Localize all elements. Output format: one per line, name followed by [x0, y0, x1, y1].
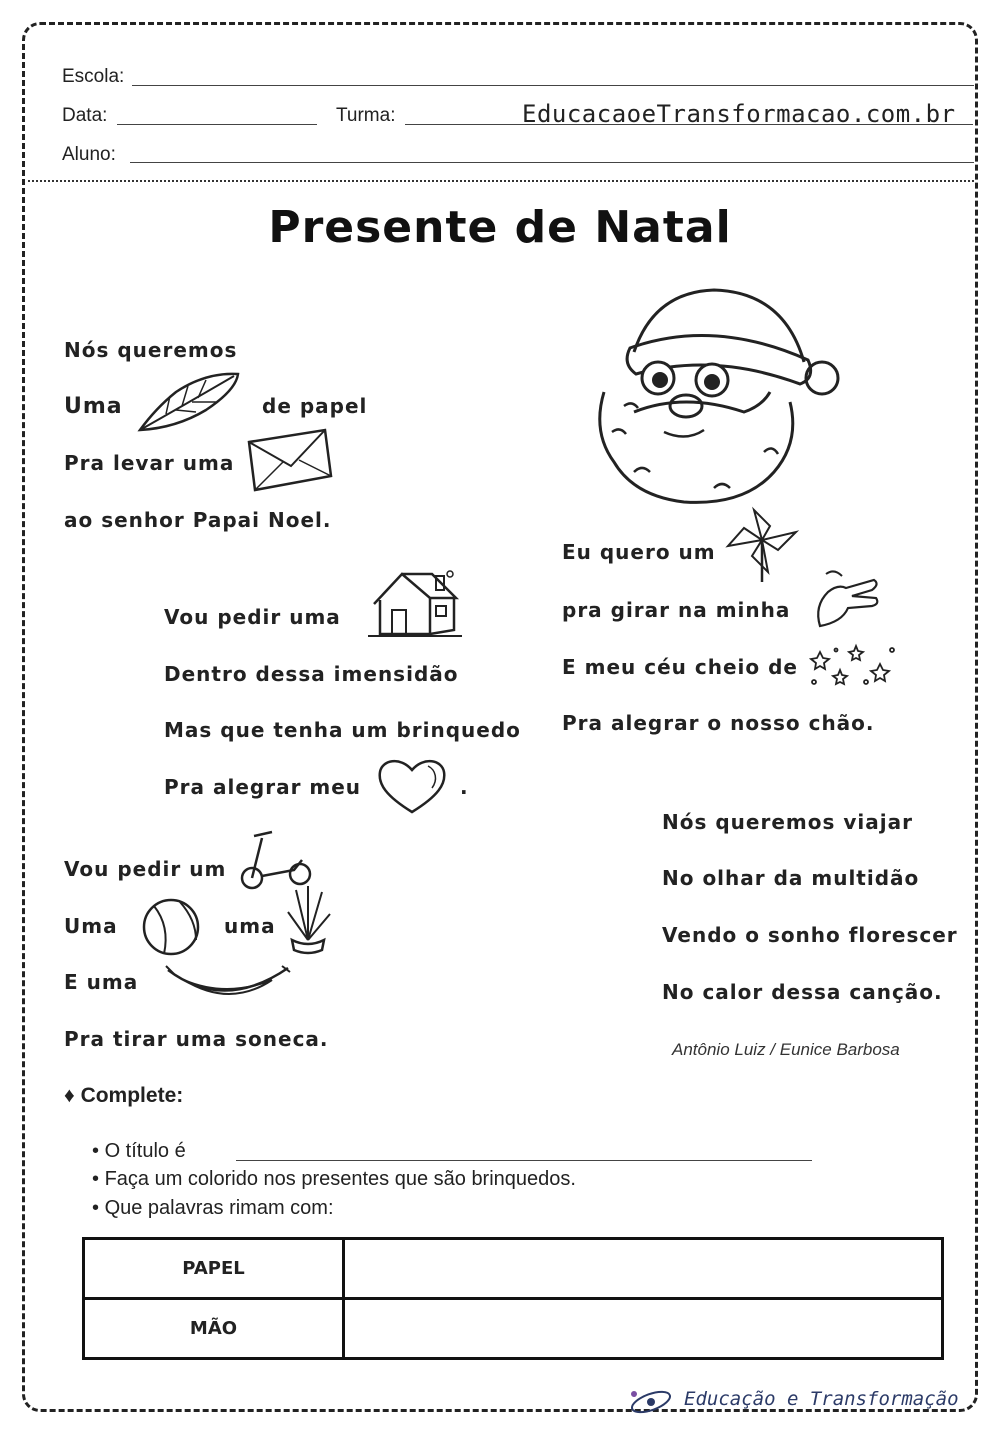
poem-line: Pra levar uma — [64, 451, 235, 475]
poem-line: ao senhor Papai Noel. — [64, 508, 332, 532]
poem-line: Nós queremos viajar — [662, 810, 913, 834]
scooter-icon — [236, 830, 316, 892]
data-label: Data: — [62, 105, 108, 126]
heart-icon — [376, 756, 448, 816]
poem-line: uma — [224, 914, 276, 938]
poem-line: Pra tirar uma soneca. — [64, 1027, 329, 1051]
footer-brand: Educação e Transformação — [684, 1388, 959, 1410]
poem-line: Vendo o sonho florescer — [662, 923, 958, 947]
house-icon — [366, 568, 464, 640]
rhyme-word: MÃO — [84, 1299, 344, 1359]
poem-line: Uma — [64, 394, 123, 419]
poem-line: Vou pedir uma — [164, 605, 341, 629]
poem-line: de papel — [262, 394, 368, 418]
aluno-field[interactable] — [130, 162, 974, 163]
hammock-icon — [164, 962, 292, 1004]
poem-author: Antônio Luiz / Eunice Barbosa — [672, 1040, 900, 1059]
poem-line: Nós queremos — [64, 338, 238, 362]
exercise-item: • O título é — [92, 1140, 186, 1162]
stars-icon — [806, 642, 898, 692]
poem-line: Pra alegrar meu — [164, 775, 362, 799]
escola-field[interactable] — [132, 85, 974, 86]
escola-label: Escola: — [62, 66, 125, 87]
poem-line: Mas que tenha um brinquedo — [164, 718, 521, 742]
data-field[interactable] — [117, 124, 317, 125]
aluno-label: Aluno: — [62, 144, 116, 165]
page-title: Presente de Natal — [268, 202, 732, 253]
poem-line: No calor dessa canção. — [662, 980, 943, 1004]
poem-line: Dentro dessa imensidão — [164, 662, 459, 686]
rhyme-answer-cell[interactable] — [344, 1299, 943, 1359]
rhyme-word: PAPEL — [84, 1239, 344, 1299]
poem-line: E meu céu cheio de — [562, 655, 798, 679]
header-separator — [28, 180, 974, 182]
turma-label: Turma: — [336, 105, 396, 126]
brand-logo-icon — [628, 1386, 674, 1418]
poem-line: Pra alegrar o nosso chão. — [562, 711, 875, 735]
rhyme-answer-cell[interactable] — [344, 1239, 943, 1299]
poem-line: No olhar da multidão — [662, 866, 920, 890]
poem-line: Vou pedir um — [64, 857, 227, 881]
plant-toy-icon — [282, 884, 334, 956]
poem-line: Eu quero um — [562, 540, 716, 564]
poem-line: E uma — [64, 970, 139, 994]
title-answer-field[interactable] — [236, 1160, 812, 1161]
poem-line: pra girar na minha — [562, 598, 791, 622]
table-row — [84, 1299, 943, 1359]
ball-icon — [140, 896, 202, 958]
rhyme-table — [82, 1237, 944, 1360]
table-row — [84, 1239, 943, 1299]
poem-line: Uma — [64, 914, 118, 938]
exercise-heading: ♦ Complete: — [64, 1084, 184, 1107]
poem-line: . — [460, 775, 469, 799]
site-watermark: EducacaoeTransformacao.com.br — [522, 100, 956, 128]
exercise-item: • Que palavras rimam com: — [92, 1197, 334, 1219]
exercise-item: • Faça um colorido nos presentes que são brinquedos. — [92, 1168, 576, 1190]
pinwheel-icon — [724, 506, 800, 584]
leaf-icon — [136, 370, 242, 434]
envelope-icon — [245, 428, 333, 492]
santa-claus-icon — [594, 282, 844, 512]
hand-icon — [812, 566, 882, 632]
